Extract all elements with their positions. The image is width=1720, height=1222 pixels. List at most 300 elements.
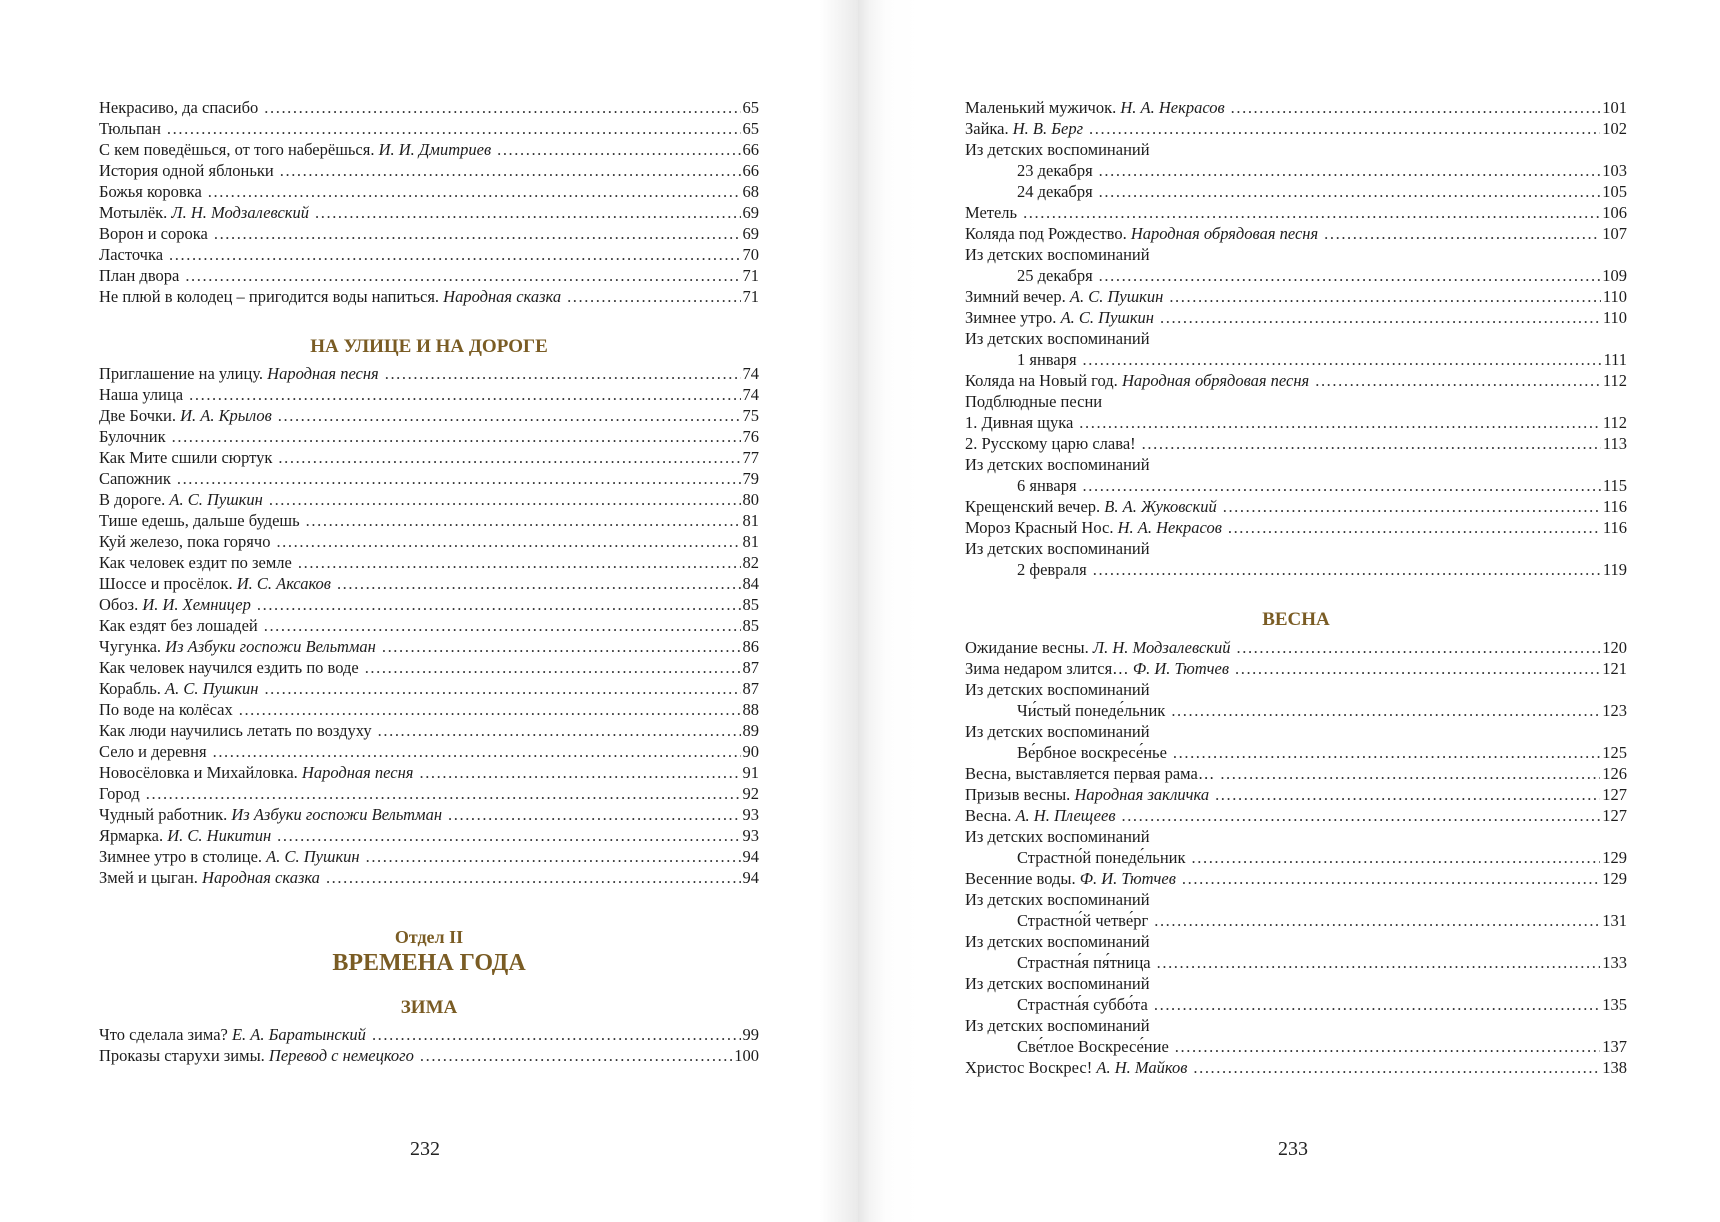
toc-entry	[99, 657, 759, 678]
entry-title: Как человек ездит по земле	[99, 553, 292, 572]
entry-page-number: 135	[1602, 995, 1627, 1014]
entry-title: Куй железо, пока горячо	[99, 532, 271, 551]
dot-leader	[1083, 475, 1601, 496]
entry-title: Две Бочки.	[99, 406, 176, 425]
dot-leader	[214, 223, 741, 244]
dot-leader	[298, 552, 741, 573]
dot-leader	[366, 846, 741, 867]
entry-page-number: 112	[1602, 413, 1627, 432]
entry-page-number: 103	[1602, 161, 1627, 180]
dot-leader	[448, 804, 740, 825]
entry-page-number: 116	[1602, 518, 1627, 537]
dot-leader	[1169, 286, 1601, 307]
entry-page-number: 115	[1602, 476, 1627, 495]
entry-title: Призыв весны.	[965, 785, 1071, 804]
entry-title: Христос Воскрес!	[965, 1058, 1093, 1077]
toc-entry	[99, 244, 759, 265]
dot-leader	[1079, 412, 1601, 433]
entry-title: Весенние воды.	[965, 869, 1076, 888]
dot-leader	[326, 867, 741, 888]
entry-page-number: 102	[1602, 119, 1627, 138]
entry-page-number: 138	[1602, 1058, 1627, 1077]
entry-title: В дороге.	[99, 490, 166, 509]
entry-title: Из детских воспоминаний	[965, 722, 1150, 741]
dot-leader	[169, 244, 740, 265]
entry-title: История одной яблоньки	[99, 161, 274, 180]
entry-title: Из детских воспоминаний	[965, 140, 1150, 159]
entry-page-number: 75	[742, 406, 759, 425]
dot-leader	[1089, 118, 1600, 139]
entry-title: С кем поведёшься, от того наберёшься.	[99, 140, 375, 159]
entry-title: Из детских воспоминаний	[965, 680, 1150, 699]
entry-page-number: 80	[742, 490, 759, 509]
dot-leader	[264, 678, 740, 699]
entry-title: Зима недаром злится…	[965, 659, 1129, 678]
toc-entry	[99, 783, 759, 804]
toc-entry	[99, 489, 759, 510]
entry-page-number: 66	[742, 140, 759, 159]
dot-leader	[1023, 202, 1600, 223]
toc-entry	[965, 658, 1627, 679]
entry-title: Страстно́й понеде́льник	[1017, 848, 1186, 867]
dot-leader	[1175, 1036, 1600, 1057]
dot-leader	[1154, 910, 1600, 931]
entry-author: Ф. И. Тютчев	[1075, 869, 1176, 888]
toc-entry	[965, 265, 1627, 286]
dot-leader	[167, 118, 741, 139]
left-toc	[99, 97, 759, 1066]
entry-title: Из детских воспоминаний	[965, 890, 1150, 909]
dot-leader	[146, 783, 741, 804]
toc-entry	[965, 1036, 1627, 1057]
entry-page-number: 88	[742, 700, 759, 719]
dot-leader	[1215, 784, 1600, 805]
entry-title: 1 января	[1017, 350, 1077, 369]
entry-title: Зимний вечер.	[965, 287, 1066, 306]
entry-title: Божья коровка	[99, 182, 202, 201]
entry-title: Некрасиво, да спасибо	[99, 98, 259, 117]
entry-page-number: 106	[1602, 203, 1627, 222]
toc-entry	[99, 867, 759, 888]
toc-heading	[965, 826, 1627, 847]
entry-page-number: 66	[742, 161, 759, 180]
gutter-shadow	[820, 0, 858, 1222]
entry-title: 6 января	[1017, 476, 1077, 495]
entry-title: Коляда под Рождество.	[965, 224, 1127, 243]
dot-leader	[1121, 805, 1600, 826]
entry-page-number: 123	[1602, 701, 1627, 720]
entry-title: Страстна́я пя́тница	[1017, 953, 1151, 972]
entry-page-number: 93	[742, 805, 759, 824]
toc-heading	[965, 973, 1627, 994]
entry-page-number: 91	[742, 763, 759, 782]
entry-page-number: 100	[734, 1046, 759, 1065]
toc-entry	[99, 139, 759, 160]
entry-title: Страстно́й четве́рг	[1017, 911, 1149, 930]
entry-author: А. С. Пушкин	[165, 490, 263, 509]
entry-author: Перевод с немецкого	[264, 1046, 414, 1065]
dot-leader	[497, 139, 740, 160]
entry-author: Народная сказка	[197, 868, 320, 887]
toc-heading	[965, 538, 1627, 559]
entry-author: Ф. И. Тютчев	[1128, 659, 1229, 678]
toc-entry	[965, 307, 1627, 328]
entry-author: Народная обрядовая песня	[1126, 224, 1319, 243]
dot-leader	[1231, 97, 1601, 118]
toc-entry	[99, 405, 759, 426]
dot-leader	[419, 762, 740, 783]
toc-entry	[99, 223, 759, 244]
entry-page-number: 127	[1602, 806, 1627, 825]
toc-entry	[99, 286, 759, 307]
entry-page-number: 94	[742, 868, 759, 887]
toc-entry	[965, 97, 1627, 118]
dot-leader	[1315, 370, 1601, 391]
dot-leader	[1324, 223, 1600, 244]
dot-leader	[239, 699, 741, 720]
toc-entry	[99, 160, 759, 181]
entry-author: А. Н. Плещеев	[1011, 806, 1116, 825]
entry-title: Новосёловка и Михайловка.	[99, 763, 298, 782]
toc-entry	[99, 762, 759, 783]
entry-author: Н. А. Некрасов	[1116, 98, 1225, 117]
entry-page-number: 86	[742, 637, 759, 656]
entry-page-number: 84	[742, 574, 759, 593]
toc-entry	[99, 510, 759, 531]
dot-leader	[1235, 658, 1600, 679]
toc-entry	[99, 1024, 759, 1045]
entry-title: План двора	[99, 266, 180, 285]
entry-title: Страстна́я суббо́та	[1017, 995, 1148, 1014]
toc-entry	[965, 1057, 1627, 1078]
entry-title: 2. Русскому царю слава!	[965, 434, 1136, 453]
dot-leader	[277, 825, 740, 846]
toc-entry	[965, 412, 1627, 433]
entry-title: 23 декабря	[1017, 161, 1093, 180]
entry-author: Народная песня	[263, 364, 379, 383]
dot-leader	[208, 181, 741, 202]
entry-author: А. С. Пушкин	[262, 847, 360, 866]
toc-heading	[965, 721, 1627, 742]
entry-page-number: 76	[742, 427, 759, 446]
toc-entry	[99, 1045, 759, 1066]
toc-entry	[99, 804, 759, 825]
toc-entry	[965, 202, 1627, 223]
toc-entry	[965, 118, 1627, 139]
toc-entry	[99, 118, 759, 139]
toc-entry	[99, 720, 759, 741]
dot-leader	[278, 405, 741, 426]
entry-title: Из детских воспоминаний	[965, 932, 1150, 951]
dot-leader	[1182, 868, 1600, 889]
entry-author: Н. А. Некрасов	[1113, 518, 1222, 537]
entry-title: Из детских воспоминаний	[965, 974, 1150, 993]
dot-leader	[185, 265, 740, 286]
entry-page-number: 116	[1602, 497, 1627, 516]
entry-page-number: 101	[1602, 98, 1627, 117]
toc-entry	[965, 433, 1627, 454]
entry-page-number: 127	[1602, 785, 1627, 804]
toc-entry	[99, 265, 759, 286]
dot-leader	[280, 160, 741, 181]
entry-title: Чудный работник.	[99, 805, 228, 824]
entry-title: 1. Дивная щука	[965, 413, 1074, 432]
entry-title: Приглашение на улицу.	[99, 364, 264, 383]
toc-heading	[965, 454, 1627, 475]
entry-title: Как Мите сшили сюртук	[99, 448, 273, 467]
toc-group-winter-cont	[965, 97, 1627, 580]
entry-title: Ожидание весны.	[965, 638, 1089, 657]
section-title-winter: ЗИМА	[400, 997, 458, 1018]
entry-author: Народная обрядовая песня	[1117, 371, 1310, 390]
entry-page-number: 113	[1602, 434, 1627, 453]
entry-page-number: 126	[1602, 764, 1627, 783]
dot-leader	[1171, 700, 1600, 721]
entry-page-number: 121	[1602, 659, 1627, 678]
entry-author: Л. Н. Модзалевский	[167, 203, 310, 222]
entry-page-number: 82	[742, 553, 759, 572]
entry-page-number: 131	[1602, 911, 1627, 930]
toc-entry	[99, 615, 759, 636]
entry-page-number: 81	[742, 532, 759, 551]
entry-page-number: 120	[1602, 638, 1627, 657]
dot-leader	[382, 636, 741, 657]
entry-title: Как ездят без лошадей	[99, 616, 258, 635]
entry-title: Подблюдные песни	[965, 392, 1103, 411]
entry-title: Зимнее утро в столице.	[99, 847, 263, 866]
page-number-right: 233	[1278, 1138, 1308, 1160]
toc-entry	[99, 636, 759, 657]
entry-page-number: 109	[1602, 266, 1627, 285]
toc-entry	[99, 699, 759, 720]
entry-author: А. Н. Майков	[1092, 1058, 1188, 1077]
dot-leader	[1193, 1057, 1600, 1078]
entry-title: Город	[99, 784, 140, 803]
entry-title: Булочник	[99, 427, 166, 446]
entry-title: Ярмарка.	[99, 826, 164, 845]
toc-entry	[99, 846, 759, 867]
toc-heading	[965, 244, 1627, 265]
entry-page-number: 87	[742, 679, 759, 698]
entry-author: А. С. Пушкин	[1065, 287, 1164, 306]
entry-title: Чугунка.	[99, 637, 162, 656]
entry-page-number: 110	[1602, 287, 1627, 306]
entry-author: Из Азбуки госпожи Вельтман	[161, 637, 376, 656]
entry-title: Мороз Красный Нос.	[965, 518, 1114, 537]
entry-page-number: 77	[742, 448, 759, 467]
toc-entry	[99, 573, 759, 594]
dot-leader	[189, 384, 740, 405]
entry-title: Из детских воспоминаний	[965, 1016, 1150, 1035]
entry-title: Весна.	[965, 806, 1012, 825]
toc-group-street	[99, 363, 759, 888]
entry-title: Из детских воспоминаний	[965, 455, 1150, 474]
entry-page-number: 79	[742, 469, 759, 488]
entry-title: Ласточка	[99, 245, 164, 264]
toc-entry	[99, 741, 759, 762]
entry-page-number: 129	[1602, 869, 1627, 888]
entry-page-number: 81	[742, 511, 759, 530]
entry-page-number: 125	[1602, 743, 1627, 762]
entry-title: Све́тлое Воскресе́ние	[1017, 1037, 1169, 1056]
dot-leader	[1228, 517, 1601, 538]
entry-title: Тюльпан	[99, 119, 161, 138]
dot-leader	[306, 510, 741, 531]
toc-entry	[99, 594, 759, 615]
toc-entry	[965, 496, 1627, 517]
dot-leader	[1099, 160, 1601, 181]
entry-title: 24 декабря	[1017, 182, 1093, 201]
toc-entry	[965, 160, 1627, 181]
entry-page-number: 94	[742, 847, 759, 866]
entry-page-number: 87	[742, 658, 759, 677]
dot-leader	[172, 426, 741, 447]
entry-title: Село и деревня	[99, 742, 207, 761]
entry-title: Весна, выставляется первая рама…	[965, 764, 1215, 783]
toc-entry	[965, 349, 1627, 370]
entry-title: Крещенский вечер.	[965, 497, 1101, 516]
entry-title: Маленький мужичок.	[965, 98, 1117, 117]
dot-leader	[567, 286, 740, 307]
toc-entry	[965, 700, 1627, 721]
entry-title: Чи́стый понеде́льник	[1017, 701, 1166, 720]
entry-author: А. С. Пушкин	[160, 679, 259, 698]
entry-page-number: 133	[1602, 953, 1627, 972]
toc-entry	[965, 223, 1627, 244]
toc-group-animals	[99, 97, 759, 307]
entry-author: Е. А. Баратынский	[227, 1025, 366, 1044]
dot-leader	[315, 202, 740, 223]
dot-leader	[378, 720, 741, 741]
toc-entry	[965, 181, 1627, 202]
entry-author: Народная закличка	[1070, 785, 1210, 804]
entry-page-number: 90	[742, 742, 759, 761]
entry-page-number: 137	[1602, 1037, 1627, 1056]
entry-title: Наша улица	[99, 385, 184, 404]
entry-page-number: 69	[742, 224, 759, 243]
dot-leader	[1160, 307, 1601, 328]
section-title-street: НА УЛИЦЕ И НА ДОРОГЕ	[310, 336, 548, 357]
dot-leader	[1220, 763, 1600, 784]
toc-entry	[99, 97, 759, 118]
entry-page-number: 71	[742, 287, 759, 306]
toc-entry	[965, 763, 1627, 784]
entry-title: Шоссе и просёлок.	[99, 574, 233, 593]
entry-title: Как человек научился ездить по воде	[99, 658, 359, 677]
entry-page-number: 74	[742, 385, 759, 404]
toc-entry	[965, 286, 1627, 307]
entry-page-number: 85	[742, 595, 759, 614]
entry-page-number: 89	[742, 721, 759, 740]
toc-entry	[99, 678, 759, 699]
entry-author: В. А. Жуковский	[1100, 497, 1217, 516]
toc-entry	[965, 517, 1627, 538]
dot-leader	[1192, 847, 1601, 868]
dot-leader	[372, 1024, 741, 1045]
dot-leader	[213, 741, 741, 762]
toc-entry	[965, 910, 1627, 931]
dot-leader	[177, 468, 741, 489]
entry-title: По воде на колёсах	[99, 700, 233, 719]
toc-entry	[965, 475, 1627, 496]
toc-heading	[965, 139, 1627, 160]
entry-title: Как люди научились летать по воздуху	[99, 721, 372, 740]
entry-author: И. А. Крылов	[175, 406, 272, 425]
toc-entry	[99, 468, 759, 489]
entry-page-number: 69	[742, 203, 759, 222]
entry-author: Н. В. Берг	[1008, 119, 1084, 138]
toc-heading	[965, 328, 1627, 349]
entry-title: Ве́рбное воскресе́нье	[1017, 743, 1167, 762]
entry-author: Народная сказка	[439, 287, 562, 306]
dot-leader	[264, 97, 740, 118]
entry-page-number: 71	[742, 266, 759, 285]
toc-entry	[965, 370, 1627, 391]
entry-page-number: 112	[1602, 371, 1627, 390]
toc-heading	[965, 679, 1627, 700]
toc-heading	[965, 931, 1627, 952]
dot-leader	[1099, 265, 1601, 286]
entry-page-number: 105	[1602, 182, 1627, 201]
entry-page-number: 65	[742, 119, 759, 138]
entry-title: Змей и цыган.	[99, 868, 198, 887]
entry-author: А. С. Пушкин	[1056, 308, 1154, 327]
toc-entry	[965, 847, 1627, 868]
entry-title: Тише едешь, дальше будешь	[99, 511, 300, 530]
toc-heading	[965, 391, 1627, 412]
entry-title: Метель	[965, 203, 1018, 222]
toc-entry	[99, 426, 759, 447]
toc-heading	[965, 1015, 1627, 1036]
entry-page-number: 65	[742, 98, 759, 117]
dot-leader	[1157, 952, 1601, 973]
entry-page-number: 99	[742, 1025, 759, 1044]
entry-title: Корабль.	[99, 679, 161, 698]
entry-author: Из Азбуки госпожи Вельтман	[227, 805, 443, 824]
entry-title: Зимнее утро.	[965, 308, 1057, 327]
dot-leader	[276, 531, 740, 552]
toc-entry	[965, 868, 1627, 889]
part-title: ВРЕМЕНА ГОДА	[332, 950, 526, 976]
dot-leader	[337, 573, 741, 594]
entry-page-number: 110	[1602, 308, 1627, 327]
left-page	[0, 0, 858, 1222]
entry-title: Сапожник	[99, 469, 171, 488]
entry-author: И. С. Аксаков	[232, 574, 331, 593]
dot-leader	[385, 363, 741, 384]
toc-entry	[99, 181, 759, 202]
entry-title: Коляда на Новый год.	[965, 371, 1118, 390]
toc-group-winter	[99, 1024, 759, 1066]
toc-entry	[99, 447, 759, 468]
entry-title: Зайка.	[965, 119, 1009, 138]
dot-leader	[269, 489, 741, 510]
entry-page-number: 68	[742, 182, 759, 201]
dot-leader	[278, 447, 740, 468]
entry-title: Ворон и сорока	[99, 224, 208, 243]
entry-page-number: 93	[742, 826, 759, 845]
dot-leader	[1099, 181, 1601, 202]
entry-title: 2 февраля	[1017, 560, 1087, 579]
dot-leader	[1154, 994, 1600, 1015]
dot-leader	[1173, 742, 1600, 763]
entry-page-number: 119	[1602, 560, 1627, 579]
entry-page-number: 85	[742, 616, 759, 635]
dot-leader	[420, 1045, 732, 1066]
dot-leader	[1083, 349, 1602, 370]
dot-leader	[264, 615, 741, 636]
entry-author: И. И. Хемницер	[138, 595, 251, 614]
